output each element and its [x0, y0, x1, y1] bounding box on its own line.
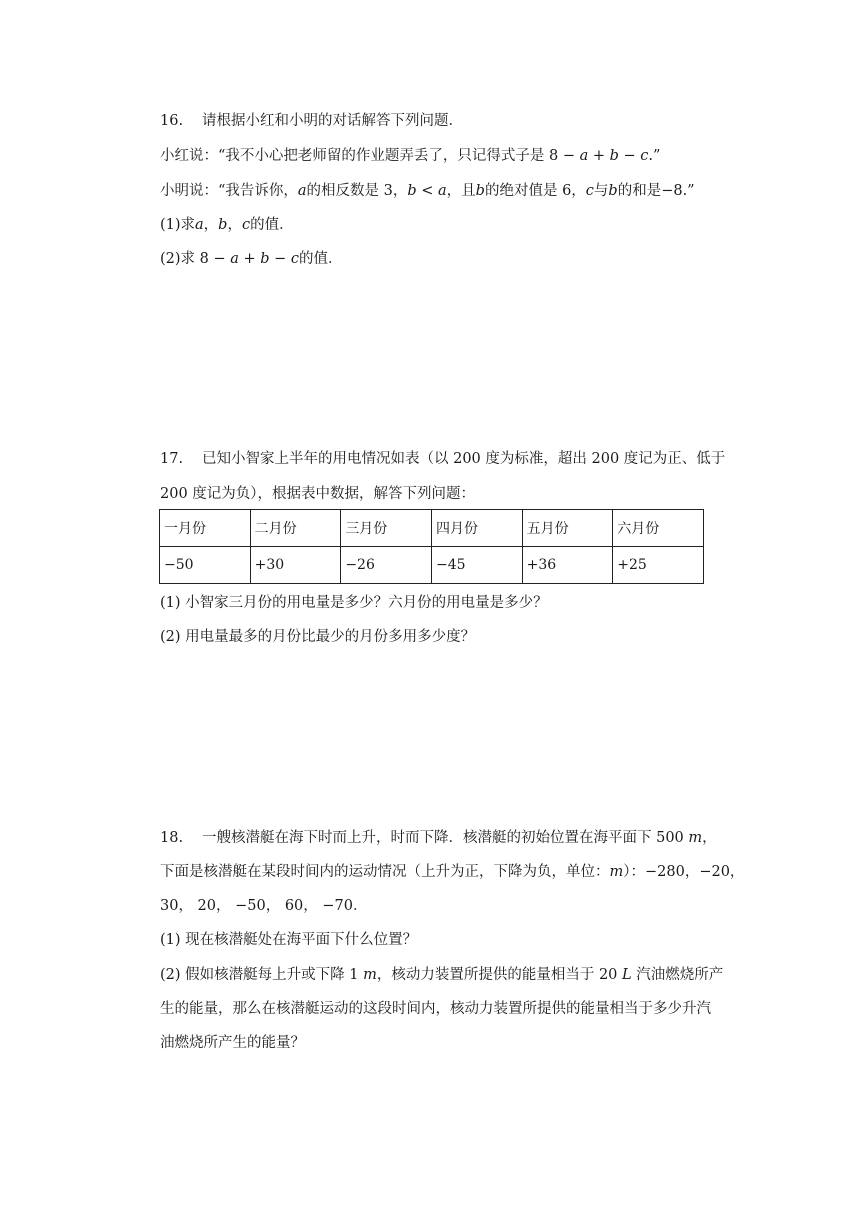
table-cell: −45	[431, 547, 522, 584]
table-header-cell: 一月份	[160, 510, 251, 547]
table-cell: +25	[613, 547, 704, 584]
table-cell: −50	[160, 547, 251, 584]
question-part-2: (2)求 8 − 𝑎 + 𝑏 − 𝑐的值．	[160, 251, 343, 267]
question-16-stem	[160, 114, 463, 129]
table-header-cell: 六月份	[613, 510, 704, 547]
question-number: 17.	[160, 451, 184, 467]
question-part-2: (2) 用电量最多的月份比最少的月份多用多少度？	[160, 629, 476, 645]
question-text: 已知小智家上半年的用电情况如表（以 200 度为标准，超出 200 度记为正、低于	[202, 451, 726, 467]
table-header-cell: 二月份	[250, 510, 341, 547]
question-part-1: (1) 现在核潜艇处在海平面下什么位置？	[160, 932, 418, 948]
question-18-stem-continued: 下面是核潜艇在某段时间内的运动情况（上升为正，下降为负，单位：𝑚）：−280，−20，	[160, 864, 745, 880]
dialogue-line-xiaohong: 小红说：“我不小心把老师留的作业题弄丢了，只记得式子是 8 − 𝑎 + 𝑏 − 𝑐.”	[160, 148, 661, 164]
table-row	[160, 547, 704, 584]
question-number: 16.	[160, 113, 184, 129]
table-header-cell: 五月份	[522, 510, 613, 547]
question-text: 请根据小红和小明的对话解答下列问题．	[202, 113, 463, 129]
question-17-stem-continued: 200 度记为负），根据表中数据，解答下列问题：	[160, 486, 476, 502]
question-part-2: (2) 假如核潜艇每上升或下降 1 𝑚，核动力装置所提供的能量相当于 20 𝐿 汽油燃烧所产	[160, 967, 724, 983]
question-part-1: (1)求𝑎，𝑏，𝑐的值．	[160, 217, 294, 233]
question-17-stem	[160, 452, 725, 467]
question-18-stem	[160, 831, 717, 846]
table-header-cell: 三月份	[341, 510, 432, 547]
question-part-1: (1) 小智家三月份的用电量是多少？六月份的用电量是多少？	[160, 595, 548, 611]
table-header-row	[160, 510, 704, 547]
question-part-2-continued: 油燃烧所产生的能量？	[160, 1035, 305, 1051]
table-cell: +36	[522, 547, 613, 584]
question-part-2-continued: 生的能量，那么在核潜艇运动的这段时间内，核动力装置所提供的能量相当于多少升汽	[160, 1001, 711, 1017]
question-text: 一艘核潜艇在海下时而上升，时而下降．核潜艇的初始位置在海平面下 500 𝑚，	[202, 830, 717, 846]
question-number: 18.	[160, 830, 184, 846]
table-header-cell: 四月份	[431, 510, 522, 547]
table-cell: +30	[250, 547, 341, 584]
movement-values: 30， 20， −50， 60， −70．	[160, 898, 368, 914]
dialogue-line-xiaoming: 小明说：“我告诉你，𝑎的相反数是 3，𝑏 < 𝑎，且𝑏的绝对值是 6，𝑐与𝑏的和是−8.”	[160, 183, 695, 199]
electricity-usage-table	[159, 509, 704, 584]
table-cell: −26	[341, 547, 432, 584]
